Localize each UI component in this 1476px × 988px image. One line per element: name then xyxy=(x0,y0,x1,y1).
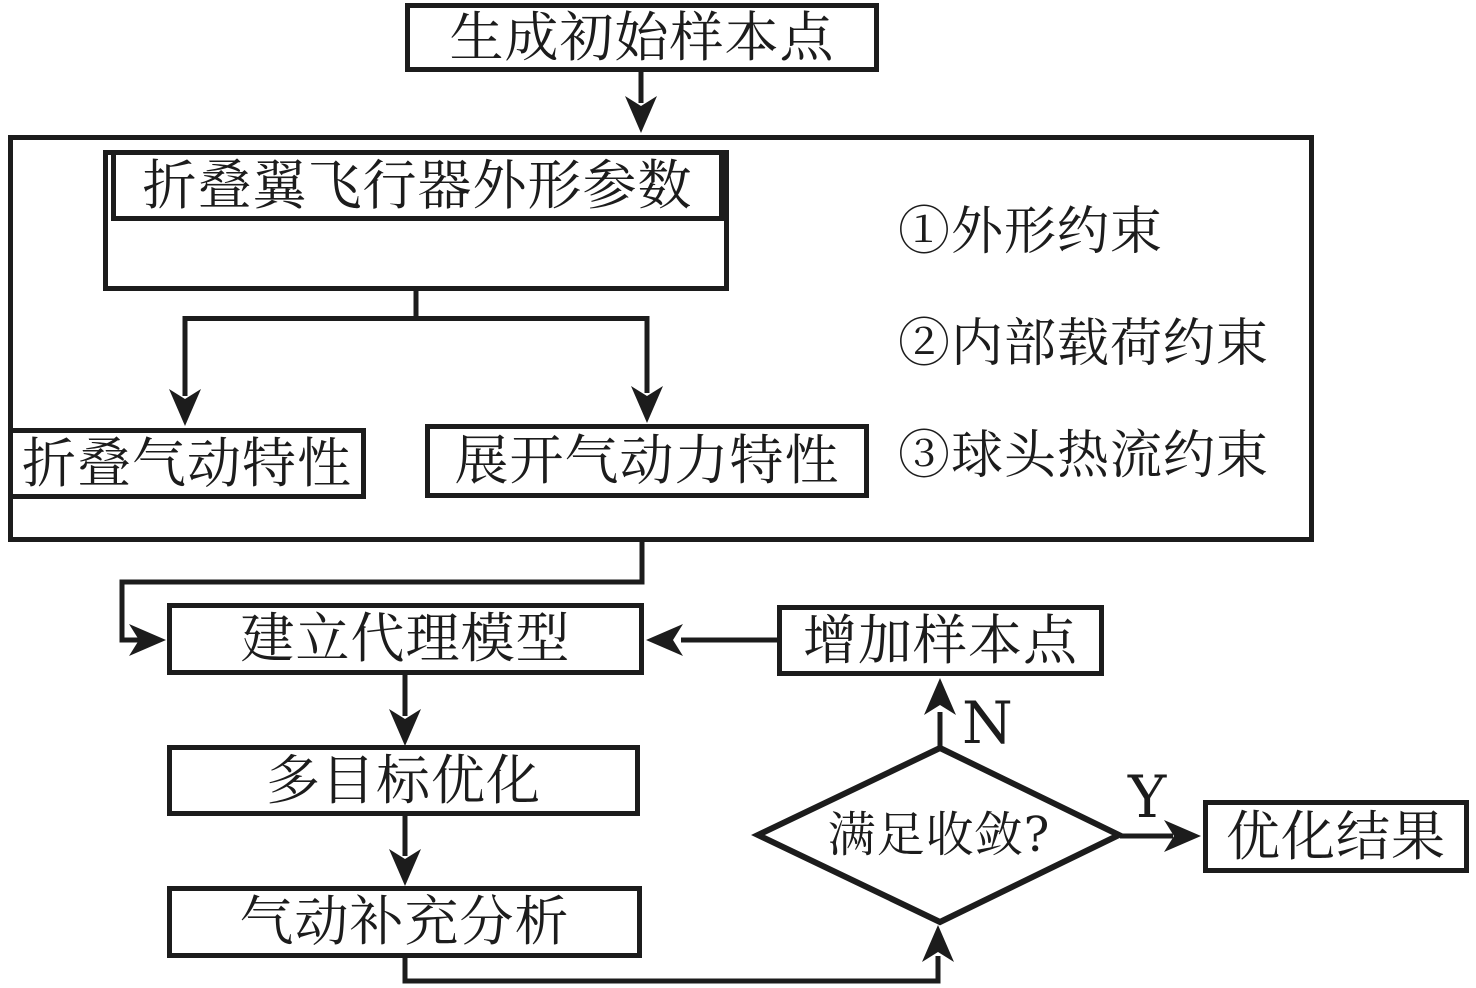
arrowhead-left-surrogate xyxy=(646,624,683,656)
constraint-shape: ①外形约束 xyxy=(898,202,1164,262)
constraint-internal-load: ②内部载荷约束 xyxy=(898,314,1270,374)
node-add-sample-points: 增加样本点 xyxy=(777,605,1104,676)
arrowhead-up-addsamples xyxy=(924,678,956,715)
constraint-nose-heat-flux: ③球头热流约束 xyxy=(898,426,1270,486)
node-shape-parameters: 折叠翼飞行器外形参数 xyxy=(111,150,724,221)
node-optimization-result: 优化结果 xyxy=(1203,800,1469,873)
node-aero-supplementary-analysis: 气动补充分析 xyxy=(167,886,642,958)
edge-label-no: N xyxy=(962,689,1013,757)
node-convergence-check: 满足收敛? xyxy=(827,807,1051,863)
node-generate-initial-samples: 生成初始样本点 xyxy=(405,3,879,72)
node-multi-objective-optimization: 多目标优化 xyxy=(167,745,640,816)
edge-aerosupp-to-diamond xyxy=(405,956,938,981)
node-folded-aero-characteristics: 折叠气动特性 xyxy=(8,428,366,499)
node-deployed-aero-characteristics: 展开气动力特性 xyxy=(425,424,869,498)
node-build-surrogate-model: 建立代理模型 xyxy=(167,603,644,675)
edge-label-yes: Y xyxy=(1128,763,1167,831)
